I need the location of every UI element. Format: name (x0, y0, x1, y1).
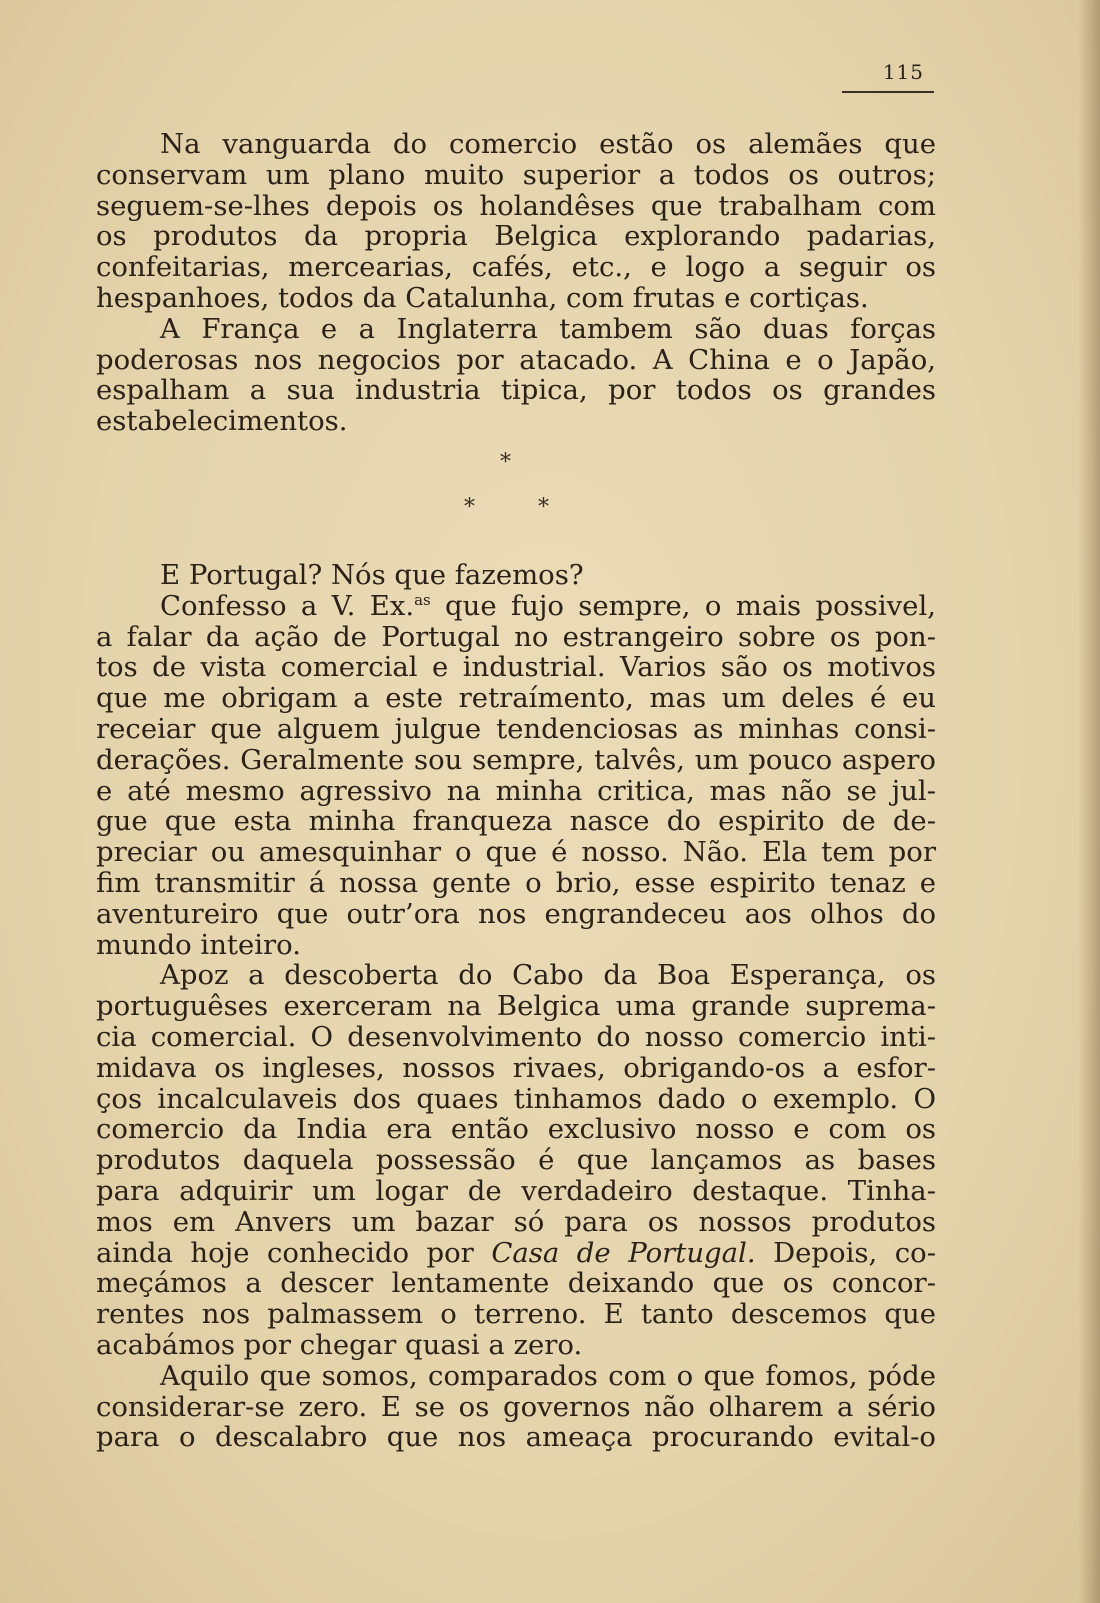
text-line: rentes nos palmassem o terreno. E tanto descemos que (96, 1298, 936, 1331)
text-line: E Portugal? Nós que fazemos? (160, 559, 584, 591)
text-line (96, 1238, 936, 1269)
text-line: Na vanguarda do comercio estão os alemães que (160, 128, 936, 160)
text-fragment: Depois, co- (755, 1236, 936, 1269)
text-line: derações. Geralmente sou sempre, talvês, um pouco aspero (96, 743, 936, 776)
text-line: conservam um plano muito superior a todos os outros; (96, 158, 936, 191)
text-line: Aquilo que somos, comparados com o que fomos, póde (160, 1359, 936, 1392)
text-line: espalham a sua industria tipica, por todos os grandes (96, 374, 936, 407)
text-line: confeitarias, mercearias, cafés, etc., e logo a seguir os (96, 251, 936, 284)
text-fragment: Confesso a V. Ex. (160, 589, 415, 622)
text-line: Apoz a descoberta do Cabo da Boa Esperança, os (160, 959, 936, 992)
italic-title: Casa de Portugal. (491, 1236, 756, 1269)
text-line: gue que esta minha franqueza nasce do espirito de de- (96, 805, 936, 838)
superscript: as (414, 590, 431, 609)
ornament-asterisk: * (538, 495, 549, 520)
main-text (96, 560, 936, 1453)
text-line: estabelecimentos. (96, 405, 348, 438)
text-line: para adquirir um logar de verdadeiro destaque. Tinha- (96, 1174, 936, 1207)
text-line: que me obrigam a este retraímento, mas um deles é eu (96, 682, 936, 715)
ornament-asterisk: * (500, 450, 511, 475)
text-line: mundo inteiro. (96, 928, 301, 961)
text-fragment: ainda hoje conhecido por (96, 1236, 492, 1269)
page-number-rule (842, 91, 934, 93)
text-line: receiar que alguem julgue tendenciosas as minhas consi- (96, 712, 936, 745)
text-line: considerar-se zero. E se os governos não olharem a sério (96, 1390, 936, 1423)
text-line: a falar da ação de Portugal no estrangeiro sobre os pon- (96, 620, 936, 653)
text-line: para o descalabro que nos ameaça procurando evital-o (96, 1421, 936, 1454)
text-line: mos em Anvers um bazar só para os nossos produtos (96, 1205, 936, 1238)
text-line (96, 591, 936, 622)
text-line: meçámos a descer lentamente deixando que os concor- (96, 1267, 936, 1300)
text-line: tos de vista comercial e industrial. Varios são os motivos (96, 651, 936, 684)
text-line: midava os ingleses, nossos rivaes, obrigando-os a esfor- (96, 1051, 936, 1084)
text-line: ços incalculaveis dos quaes tinhamos dado o exemplo. O (96, 1082, 936, 1115)
text-line: preciar ou amesquinhar o que é nosso. Não. Ela tem por (96, 836, 936, 869)
text-line: seguem-se-lhes depois os holandêses que trabalham com (96, 189, 936, 222)
text-fragment: que fujo sempre, o mais possivel, (430, 589, 936, 622)
text-line: comercio da India era então exclusivo nosso e com os (96, 1113, 936, 1146)
text-line: poderosas nos negocios por atacado. A China e o Japão, (96, 343, 936, 376)
paragraph-1 (96, 129, 936, 437)
ornament-asterisk: * (464, 495, 475, 520)
text-line: e até mesmo agressivo na minha critica, mas não se jul- (96, 774, 936, 807)
text-line: os produtos da propria Belgica explorando padarias, (96, 220, 936, 253)
page-edge-shadow (1078, 0, 1100, 1603)
text-line: produtos daquela possessão é que lançamos as bases (96, 1144, 936, 1177)
text-line: fim transmitir á nossa gente o brio, esse espirito tenaz e (96, 866, 936, 899)
text-line: hespanhoes, todos da Catalunha, com frutas e cortiças. (96, 281, 869, 314)
page-number: 115 (882, 60, 924, 84)
text-line: aventureiro que outr’ora nos engrandeceu aos olhos do (96, 897, 936, 930)
text-line: A França e a Inglaterra tambem são duas forças (160, 312, 936, 345)
text-line: cia comercial. O desenvolvimento do nosso comercio inti- (96, 1020, 936, 1053)
text-line: acabámos por chegar quasi a zero. (96, 1328, 583, 1361)
text-line: portuguêses exerceram na Belgica uma grande suprema- (96, 990, 936, 1023)
